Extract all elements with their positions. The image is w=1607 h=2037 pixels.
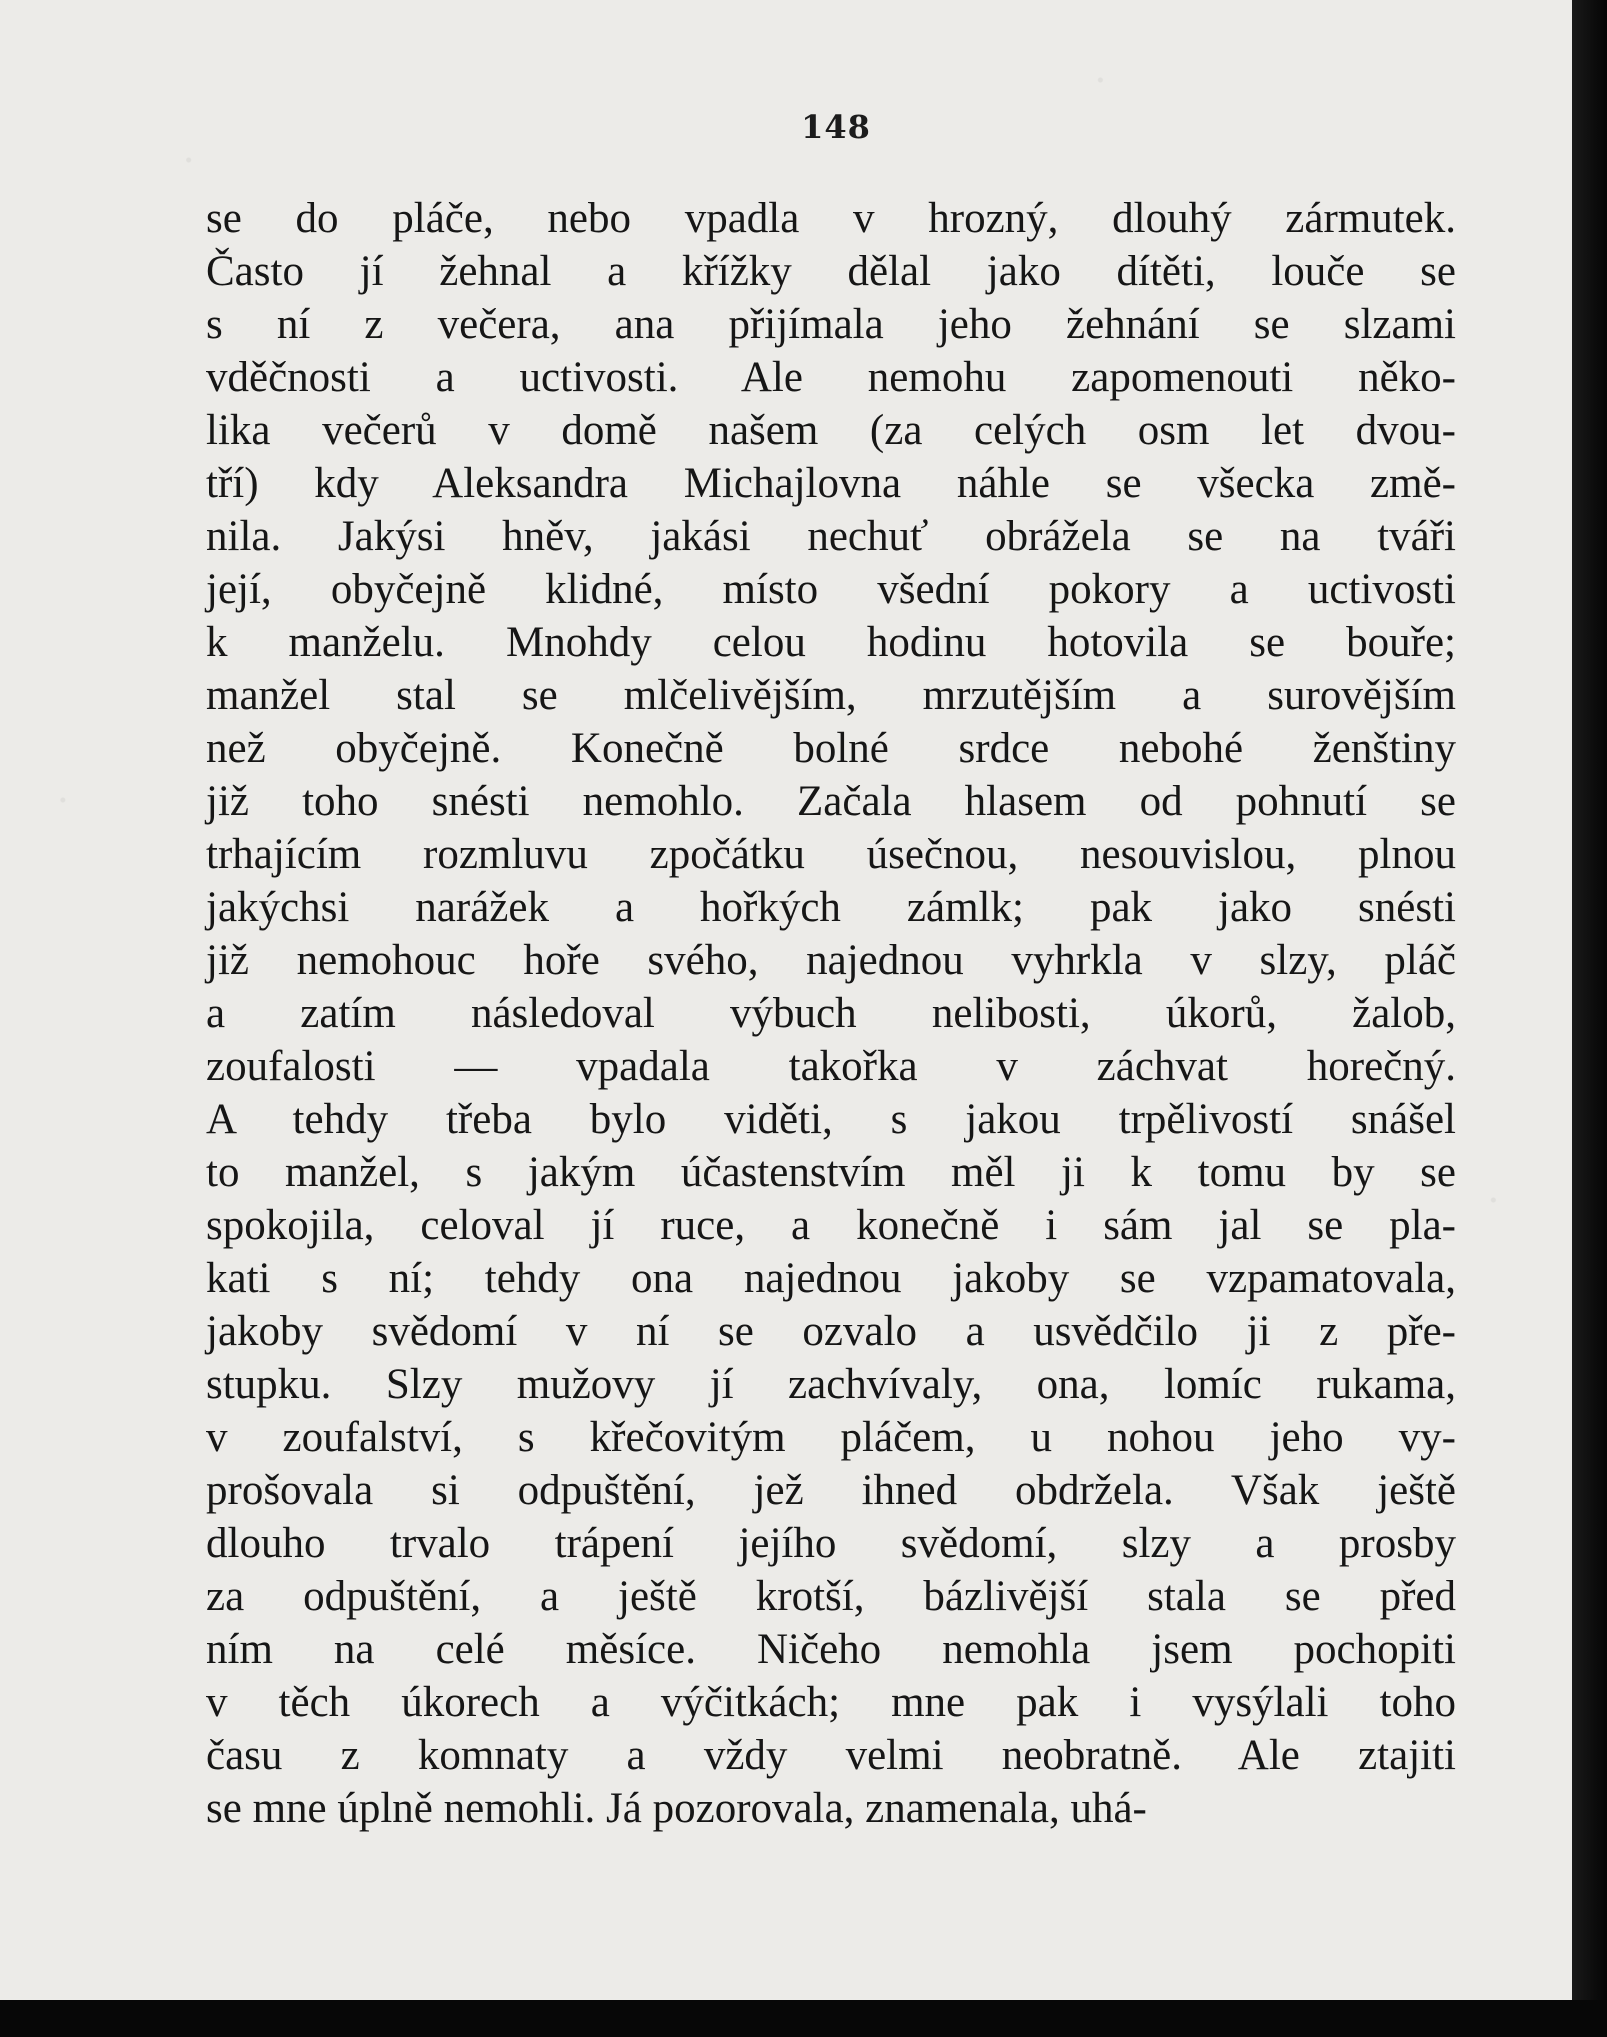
- text-line: již nemohouc hoře svého, najednou vyhrkla v slzy, pláč: [206, 937, 1456, 984]
- scan-edge-right: [1572, 0, 1607, 2037]
- text-line: jakýchsi narážek a hořkých zámlk; pak jako snésti: [206, 884, 1456, 931]
- text-line: A tehdy třeba bylo viděti, s jakou trpělivostí snášel: [206, 1096, 1456, 1143]
- text-line: kati s ní; tehdy ona najednou jakoby se vzpamatovala,: [206, 1255, 1456, 1302]
- text-line: její, obyčejně klidné, místo všední pokory a uctivosti: [206, 566, 1456, 613]
- text-line: a zatím následoval výbuch nelibosti, úkorů, žalob,: [206, 990, 1456, 1037]
- text-line: než obyčejně. Konečně bolné srdce nebohé ženštiny: [206, 725, 1456, 772]
- text-line: se do pláče, nebo vpadla v hrozný, dlouhý zármutek.: [206, 195, 1456, 242]
- text-line: zoufalosti — vpadala takořka v záchvat horečný.: [206, 1043, 1456, 1090]
- text-line: nila. Jakýsi hněv, jakási nechuť obrážela se na tváři: [206, 513, 1456, 560]
- text-line: v zoufalství, s křečovitým pláčem, u nohou jeho vy-: [206, 1414, 1456, 1461]
- text-line: času z komnaty a vždy velmi neobratně. Ale ztajiti: [206, 1732, 1456, 1779]
- text-line: jakoby svědomí v ní se ozvalo a usvědčilo ji z pře-: [206, 1308, 1456, 1355]
- text-line: to manžel, s jakým účastenstvím měl ji k tomu by se: [206, 1149, 1456, 1196]
- text-line: Často jí žehnal a křížky dělal jako dítěti, louče se: [206, 248, 1456, 295]
- text-line: vděčnosti a uctivosti. Ale nemohu zapomenouti něko-: [206, 354, 1456, 401]
- text-line: již toho snésti nemohlo. Začala hlasem od pohnutí se: [206, 778, 1456, 825]
- scan-edge-bottom: [0, 2000, 1607, 2037]
- text-line: prošovala si odpuštění, jež ihned obdržela. Však ještě: [206, 1467, 1456, 1514]
- text-line: se mne úplně nemohli. Já pozorovala, znamenala, uhá-: [206, 1785, 1147, 1832]
- text-line: za odpuštění, a ještě krotší, bázlivější stala se před: [206, 1573, 1456, 1620]
- text-line: trhajícím rozmluvu zpočátku úsečnou, nesouvislou, plnou: [206, 831, 1456, 878]
- text-line: tří) kdy Aleksandra Michajlovna náhle se všecka změ-: [206, 460, 1456, 507]
- text-line: s ní z večera, ana přijímala jeho žehnání se slzami: [206, 301, 1456, 348]
- page-number: 148: [801, 108, 871, 146]
- text-line: v těch úkorech a výčitkách; mne pak i vysýlali toho: [206, 1679, 1456, 1726]
- text-line: dlouho trvalo trápení jejího svědomí, slzy a prosby: [206, 1520, 1456, 1567]
- text-line: spokojila, celoval jí ruce, a konečně i sám jal se pla-: [206, 1202, 1456, 1249]
- text-line: k manželu. Mnohdy celou hodinu hotovila se bouře;: [206, 619, 1456, 666]
- text-line: lika večerů v domě našem (za celých osm let dvou-: [206, 407, 1456, 454]
- text-line: stupku. Slzy mužovy jí zachvívaly, ona, lomíc rukama,: [206, 1361, 1456, 1408]
- text-line: manžel stal se mlčelivějším, mrzutějším a surovějším: [206, 672, 1456, 719]
- text-line: ním na celé měsíce. Ničeho nemohla jsem pochopiti: [206, 1626, 1456, 1673]
- body-text: [206, 192, 1456, 1835]
